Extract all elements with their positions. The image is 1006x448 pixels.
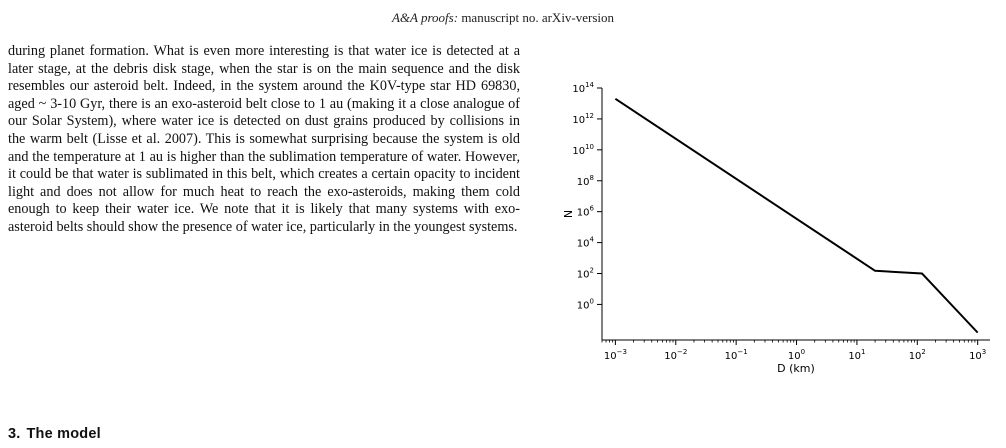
section-number: 3. bbox=[8, 426, 21, 442]
header-manuscript: manuscript no. arXiv-version bbox=[461, 10, 615, 25]
x-tick-label: $10^{-2}$ bbox=[664, 348, 688, 362]
x-tick-label: $10^{-1}$ bbox=[724, 348, 748, 362]
y-tick-label: $10^{14}$ bbox=[572, 81, 594, 95]
running-header bbox=[0, 10, 1006, 26]
y-tick-label: $10^{12}$ bbox=[572, 111, 594, 126]
size-distribution-chart bbox=[540, 58, 1000, 378]
y-tick-label: $10^2$ bbox=[576, 266, 594, 281]
x-tick-label: $10^1$ bbox=[848, 348, 866, 362]
body-paragraph: during planet formation. What is even more interesting is that water ice is detected at a later stage, at the debris disk stage, when the star is on the main sequence and the disk resembles our asteroid belt. Indeed, in the system around the K0V-type star HD 69830, aged ~ 3-10 Gyr, there is an exo-asteroid belt close to 1 au (making it a close analogue of our Solar System), where water ice is detected on dust grains produced by collisions in the warm belt (Lisse et al. 2007). This is somewhat surprising because the system is old and the temperature at 1 au is higher than the sublimation temperature of water. However, it could be that water is sublimated in this belt, which creates a certain opacity to incident light and does not allow for much heat to reach the exo-asteroids, making them cold enough to keep their water ice. We note that it is likely that many systems with exo-asteroid belts should show the presence of water ice, particularly in the youngest systems. bbox=[8, 43, 520, 235]
section-title: The model bbox=[26, 426, 101, 442]
y-tick-label: $10^4$ bbox=[576, 235, 594, 250]
header-journal: A&A proofs: bbox=[391, 10, 459, 25]
y-tick-label: $10^6$ bbox=[576, 204, 594, 219]
series-line bbox=[615, 99, 977, 333]
y-tick-label: $10^8$ bbox=[576, 173, 594, 188]
x-tick-label: $10^3$ bbox=[969, 348, 987, 362]
y-tick-label: $10^{10}$ bbox=[572, 142, 594, 157]
section-heading bbox=[8, 426, 101, 442]
x-axis-label: D (km) bbox=[777, 362, 815, 375]
x-tick-label: $10^{-3}$ bbox=[603, 348, 627, 362]
y-axis-label: N bbox=[562, 209, 575, 219]
x-tick-label: $10^0$ bbox=[787, 348, 806, 362]
x-tick-label: $10^2$ bbox=[908, 348, 926, 362]
y-tick-label: $10^0$ bbox=[576, 297, 594, 312]
